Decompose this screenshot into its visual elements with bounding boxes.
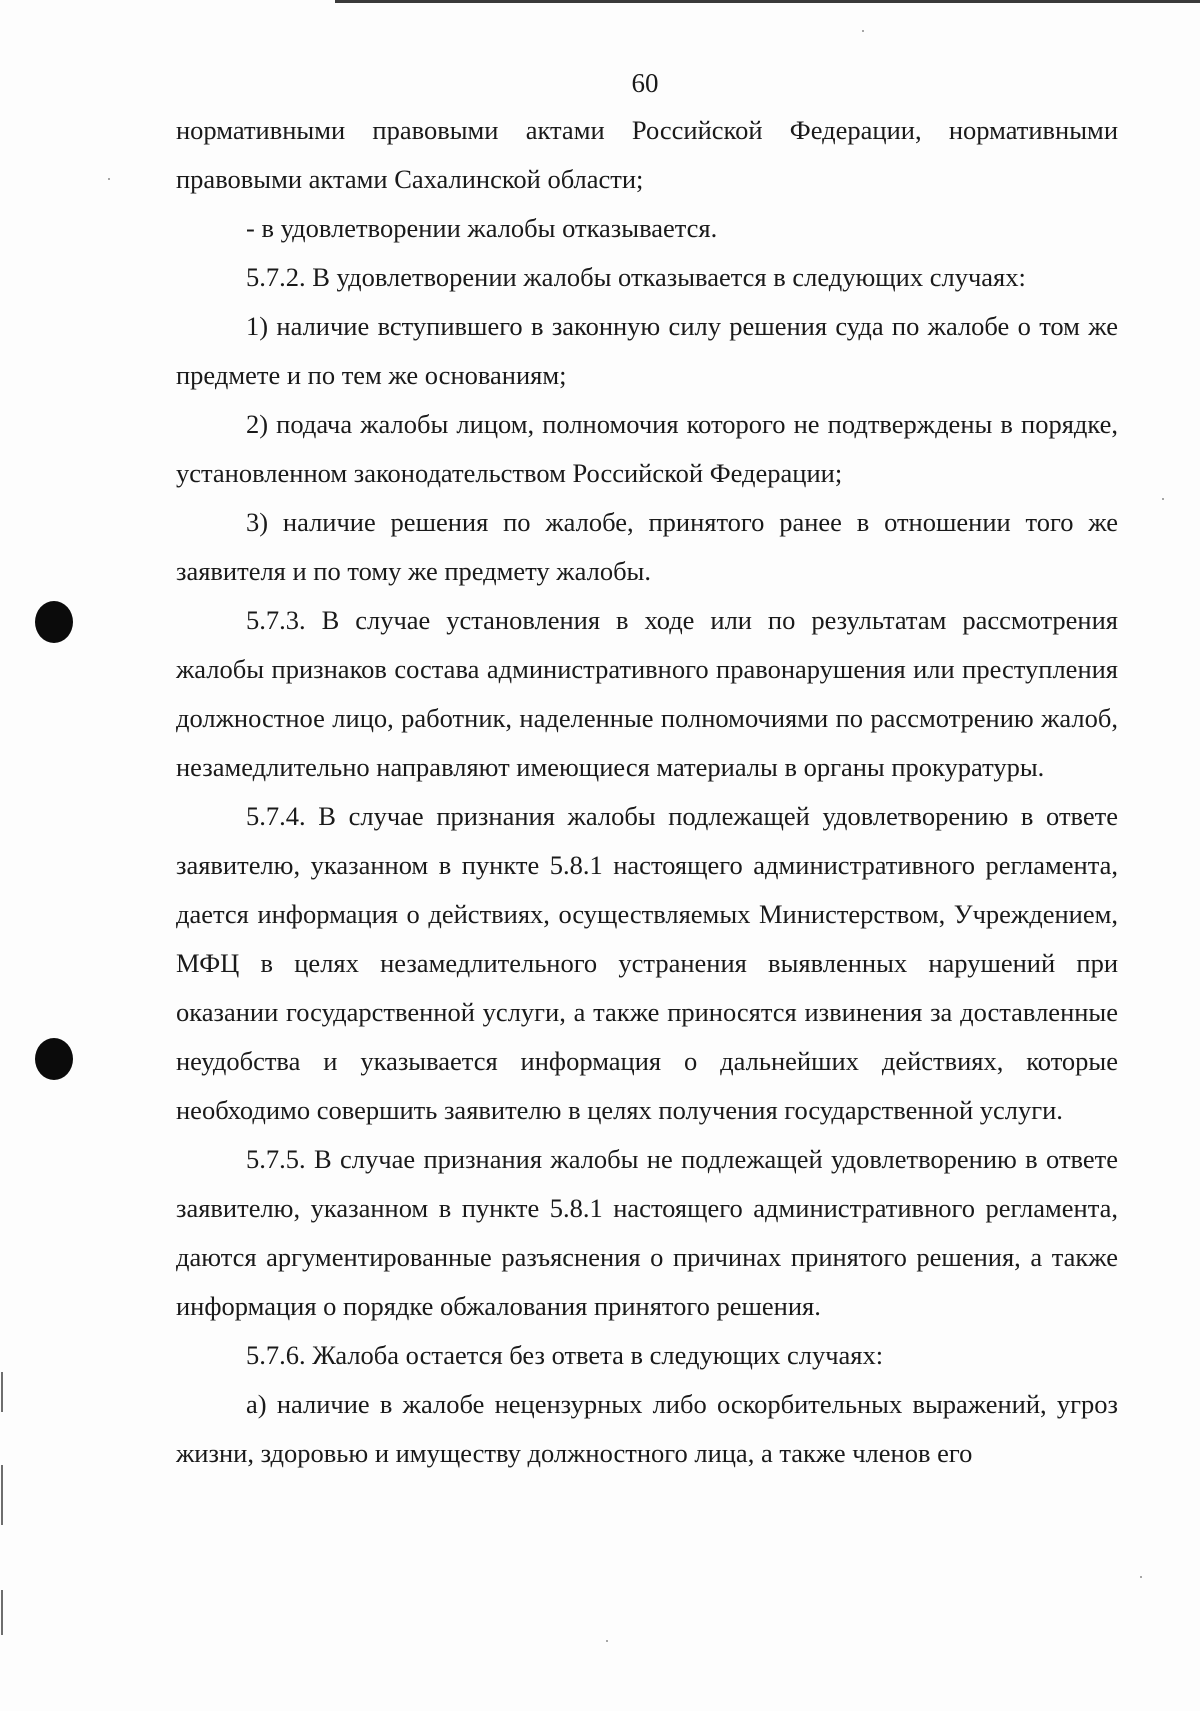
paragraph-refusal: - в удовлетворении жалобы отказывается. bbox=[246, 213, 718, 243]
scan-edge-mark bbox=[1, 1590, 3, 1635]
scan-speck bbox=[1162, 498, 1164, 500]
scan-edge-mark bbox=[1, 1465, 3, 1525]
scan-speck bbox=[108, 178, 110, 180]
top-border-line bbox=[335, 0, 1200, 3]
list-item-3: 3) наличие решения по жалобе, принятого ранее в отношении того же заявителя и по тому же предмету жалобы. bbox=[176, 507, 1118, 586]
binder-hole-top bbox=[35, 601, 73, 643]
binder-hole-bottom bbox=[35, 1038, 73, 1080]
scan-speck bbox=[606, 1640, 608, 1642]
paragraph-5-7-3: 5.7.3. В случае установления в ходе или по результатам рассмотрения жалобы признаков состава административного правонарушения или преступления должностное лицо, работник, наделенные полномочиями по рассмотрению жалоб, незамедлительно направляют имеющиеся материалы в органы прокуратуры. bbox=[176, 605, 1118, 782]
scan-speck bbox=[862, 30, 864, 32]
paragraph-5-7-2: 5.7.2. В удовлетворении жалобы отказывается в следующих случаях: bbox=[246, 262, 1026, 292]
paragraph-5-7-5: 5.7.5. В случае признания жалобы не подлежащей удовлетворению в ответе заявителю, указанном в пункте 5.8.1 настоящего административного регламента, даются аргументированные разъяснения о причинах принятого решения, а также информация о порядке обжалования принятого решения. bbox=[176, 1144, 1118, 1321]
document-body bbox=[176, 106, 1118, 1478]
list-item-a: а) наличие в жалобе нецензурных либо оскорбительных выражений, угроз жизни, здоровью и имуществу должностного лица, а также членов его bbox=[176, 1389, 1118, 1468]
paragraph-continuation: нормативными правовыми актами Российской Федерации, нормативными правовыми актами Сахалинской области; bbox=[176, 115, 1118, 194]
page-number: 60 bbox=[631, 68, 659, 98]
paragraph-5-7-4: 5.7.4. В случае признания жалобы подлежащей удовлетворению в ответе заявителю, указанном в пункте 5.8.1 настоящего административного регламента, дается информация о действиях, осуществляемых Министерством, Учреждением, МФЦ в целях незамедлительного устранения выявленных нарушений при оказании государственной услуги, а также приносятся извинения за доставленные неудобства и указывается информация о дальнейших действиях, которые необходимо совершить заявителю в целях получения государственной услуги. bbox=[176, 801, 1118, 1125]
paragraph-5-7-6: 5.7.6. Жалоба остается без ответа в следующих случаях: bbox=[246, 1340, 884, 1370]
scan-edge-mark bbox=[1, 1372, 3, 1412]
scan-speck bbox=[1140, 1576, 1142, 1578]
list-item-1: 1) наличие вступившего в законную силу решения суда по жалобе о том же предмете и по тем же основаниям; bbox=[176, 311, 1118, 390]
list-item-2: 2) подача жалобы лицом, полномочия которого не подтверждены в порядке, установленном законодательством Российской Федерации; bbox=[176, 409, 1118, 488]
